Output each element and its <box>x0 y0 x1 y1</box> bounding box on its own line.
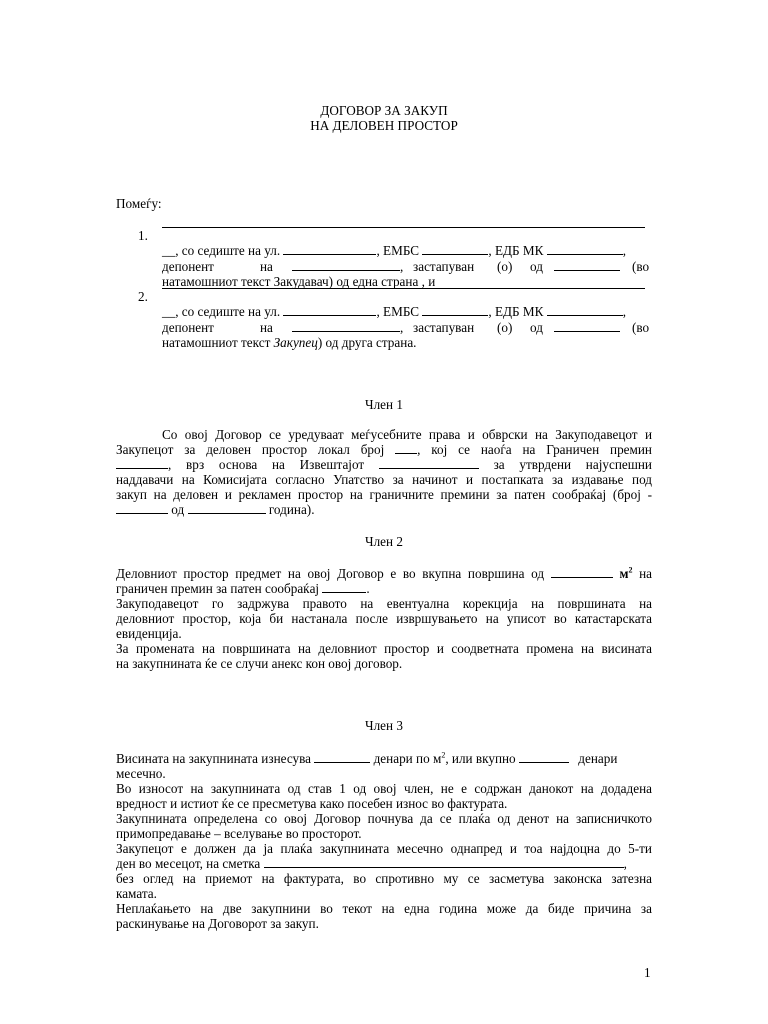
party2-number: 2. <box>138 289 148 304</box>
intro-text: Помеѓу: <box>116 196 162 211</box>
page-number: 1 <box>644 965 651 980</box>
party1-closing-line: натамошниот текст Закудавач) од една страна , и <box>162 274 436 289</box>
article1-heading: Член 1 <box>365 397 403 412</box>
article1-paragraph: Со овој Договор се уредуваат меѓусебните права и обврски на Закуподавецот и Закупецот за деловен простор локал број , кој се наоѓа на Граничен премин , врз основа на Извештајот за утврдени најуспешни наддавачи на Комисијата согласно Упатство за начинот и постапката за издавање под закуп на деловен и рекламен простор на граничните премини за патен сообраќај (број - од година). <box>116 427 652 517</box>
article3-paragraph: Висината на закупнината изнесува денари по $м^2$, или вкупно денари месечно. Во износот на закупнината од став 1 од овој член, не е содржан данокот на додадена вредност и истиот ќе се пресметува како посебен износ во фактурата. Закупнината определена со овој Договор почнува да се плаќа од денот на записничкото примопредавање – вселување во просторот. Закупецот е должен да ја плаќа закупнината месечно однапред и тоа најдоцна до 5-ти ден во месецот, на сметка , без оглед на приемот на фактурата, во спротивно му се засметува законска затезна камата. Неплаќањето на две закупнини во текот на една година може да биде причина за раскинување на Договорот за закуп. <box>116 750 652 931</box>
party2-address-line: __, со седиште на ул. , ЕМБС , ЕДБ МК , <box>162 304 627 319</box>
article2-paragraph: Деловниот простор предмет на овој Договор е во вкупна површина од $м^2$ на граничен премин за патен сообраќај . Закуподавецот го задржува правото на евентуална корекција на површината на деловниот простор, која би настанала после извршувањето на уписот во катастарската евиденција. За промената на површината на деловниот простор и соодветната промена на висината на закупнината ќе се случи анекс кон овој договор. <box>116 565 653 671</box>
party1-name-blank <box>162 227 645 228</box>
document-title-line1: ДОГОВОР ЗА ЗАКУП <box>320 103 448 118</box>
party1-number: 1. <box>138 228 148 243</box>
article3-heading: Член 3 <box>365 718 403 733</box>
party2-name-blank <box>162 288 645 289</box>
article2-heading: Член 2 <box>365 534 403 549</box>
party1-address-line: __, со седиште на ул. , ЕМБС , ЕДБ МК , <box>162 243 627 258</box>
party2-closing-line: натамошниот текст Закупец) од друга страна. <box>162 335 417 350</box>
document-title-line2: НА ДЕЛОВЕН ПРОСТОР <box>310 118 458 133</box>
